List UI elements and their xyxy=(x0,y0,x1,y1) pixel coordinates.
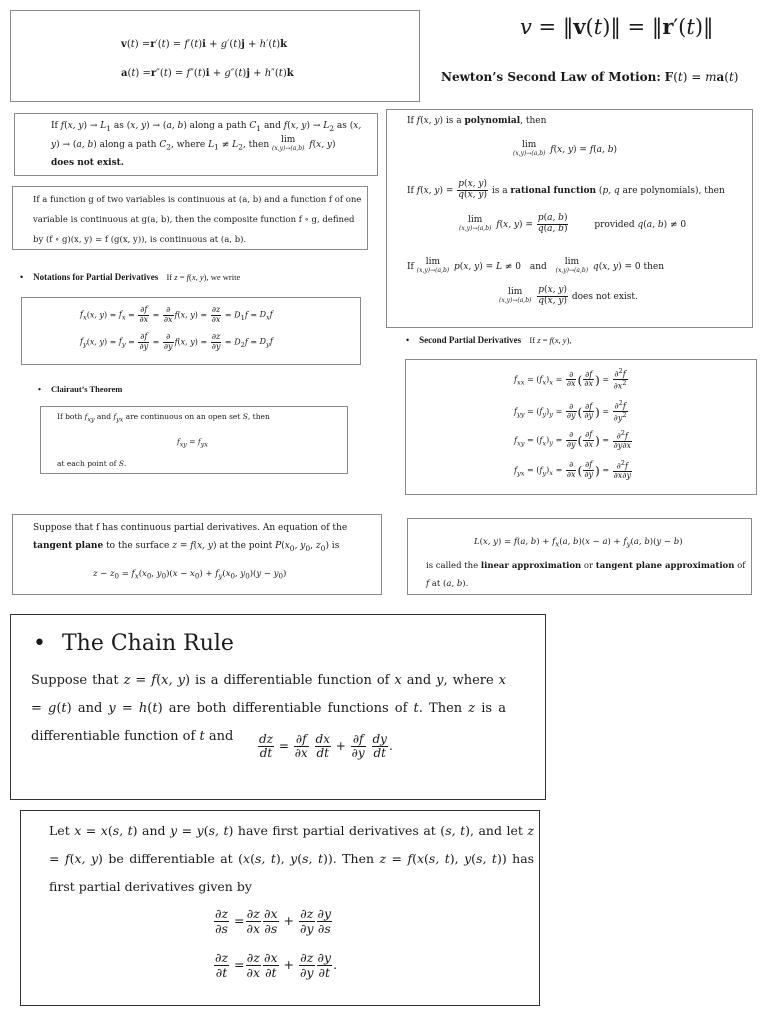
clairaut-line2: $f_{xy} = f_{yx}$ xyxy=(177,437,208,449)
limit-does-not-exist: lim (x,y)→(a,b) $\frac{p(x, y)}{q(x, y)}$ does not exist. xyxy=(499,285,638,306)
clairaut-heading: • Clairaut’s Theorem xyxy=(38,384,123,394)
limit-zero-denominator: If lim (x,y)→(a,b) p(x, y) = L ≠ 0 and lim (x,y)→(a,b) q(x, y) = 0 then xyxy=(407,257,664,274)
linear-approximation-box xyxy=(407,518,752,595)
chain-rule-box xyxy=(10,614,546,800)
newton-second-law: Newton’s Second Law of Motion: F(t) = ma(t) xyxy=(441,70,739,84)
tangent-plane-box xyxy=(12,514,382,595)
acceleration-formula: a(t) =r″(t) = f″(t)i + g″(t)j + h″(t)k xyxy=(121,68,294,79)
chain-rule-two-variable-paragraph: Let x = x(s, t) and y = y(s, t) have first partial derivatives at (s, t), and let z = f(x, y) be differentiable at (x(s, t), y(s, t)). Then z = f(x(s, t), y(s, t)) has first partial derivatives given by xyxy=(49,823,535,894)
tangent-plane-formula: $z - z_0 = f_x(x_0$, $y_0)(x - x_0) + f_y(x_0$, $y_0)(y - y_0)$ xyxy=(93,569,287,581)
second-partials-heading: • Second Partial Derivatives If z = f(x, y), xyxy=(406,335,572,345)
newton-label: Newton’s Second Law of Motion: xyxy=(441,70,661,84)
composite-continuity-box xyxy=(12,186,368,250)
rational-limit: lim (x,y)→(a,b) f(x, y) = $\frac{p(a, b)}{q(a, b)}$ provided q(a, b) ≠ 0 xyxy=(459,213,687,234)
partial-notation-box xyxy=(21,297,361,365)
composite-continuity-text: If a function g of two variables is continuous at (a, b) and a function f of one variable is continuous at g(a, b), then the composite function f ∘ g, defined by (f ∘ g)(x, y) = f (g(x, y)), is continuous at (a, b). xyxy=(33,195,362,245)
limit-paths-text: If f(x, $y) \to L_1$ as (x, y) → (a, b) along a path $C_1$ and f(x, $y) \to L_2$ as (x, y) → (a, b) along a path $C_2$, where $L_1 \ne L_2$, then lim (x,y)→(a,b) f(x, y) does not exist. xyxy=(51,121,362,168)
speed-formula: v = ‖v(t)‖ = ‖r′(t)‖ xyxy=(520,14,714,39)
polynomial-rational-box xyxy=(386,109,753,328)
linear-approximation-text: is called the linear approximation or tangent plane approximation of f at (a, b). xyxy=(426,561,746,589)
polynomial-limit: lim (x,y)→(a,b) f(x, y) = f(a, b) xyxy=(513,140,618,157)
chain-rule-paragraph: Suppose that z = f(x, y) is a differentiable function of x and y, where x = g(t) and y = h(t) are both differentiable functions of t. Then z is a differentiable function of t and xyxy=(31,673,506,744)
clairaut-line3: at each point of S. xyxy=(57,459,127,468)
limit-paths-conclusion: does not exist. xyxy=(51,157,124,168)
chain-rule-partial-s: $\frac{\partial z}{\partial s}$ = $\frac{\partial z}{\partial x}$ $\frac{\partial x}{\partial s}$ + $\frac{\partial z}{\partial y}$ $\frac{\partial y}{\partial s}$ xyxy=(215,906,332,936)
chain-rule-partial-t: $\frac{\partial z}{\partial t}$ = $\frac{\partial z}{\partial x}$ $\frac{\partial x}{\partial t}$ + $\frac{\partial z}{\partial y}$ $\frac{\partial y}{\partial t}$ . xyxy=(215,950,338,980)
second-partial-yx: $f_{yx} = (f_y)_x$ = ∂ ∂x ( $\frac{\partial f}{\partial y}$ ) = $\frac{\partial^2f}{\partial x\partial y}$ xyxy=(514,459,631,481)
clairaut-box xyxy=(40,406,348,474)
notation-row-y: $f_y(x$, $y) = f_y$ = $\frac{\partial f}{\partial y}$ = ∂ ∂y f(x, y) = $\frac{\partial z}{\partial y}$ = $D_2f = D_yf$ xyxy=(80,332,273,351)
polynomial-intro: If f(x, y) is a polynomial, then xyxy=(407,116,547,126)
notation-row-x: $f_x(x$, $y) = f_x$ = $\frac{\partial f}{\partial x}$ = ∂ ∂x f(x, y) = $\frac{\partial z}{\partial x}$ = $D_1f = D_xf$ xyxy=(80,305,273,324)
second-partial-xy: $f_{xy} = (f_x)_y$ = ∂ ∂y ( $\frac{\partial f}{\partial x}$ ) = $\frac{\partial^2f}{\partial y\partial x}$ xyxy=(514,429,631,451)
velocity-acceleration-box xyxy=(10,10,420,102)
second-partial-yy: $f_{yy} = (f_y)_y$ = ∂ ∂y ( $\frac{\partial f}{\partial y}$ ) = $\frac{\partial^2f}{\partial y^2}$ xyxy=(514,399,627,424)
tangent-plane-text: Suppose that f has continuous partial derivatives. An equation of the tangent plane to the surface z = f(x, y) at the point $P(x_0$, $y_0$, $z_0$) is xyxy=(33,523,348,553)
second-partial-xx: $f_{xx} = (f_x)_x$ = ∂ ∂x ( $\frac{\partial f}{\partial x}$ ) = $\frac{\partial^2f}{\partial x^2}$ xyxy=(514,367,627,392)
notations-intro: If z = f(x, y), we write xyxy=(166,272,241,282)
chain-rule-two-variable-box xyxy=(20,810,540,1006)
notations-heading: • Notations for Partial Derivatives If z = f(x, y), we write xyxy=(20,272,241,282)
rational-intro: If f(x, y) = $\frac{p(x, y)}{q(x, y)}$ is a rational function (p, q are polynomials), then xyxy=(407,179,725,200)
chain-rule-heading: • The Chain Rule xyxy=(33,631,234,656)
linear-approximation-formula: L(x, y) = f(a, $b) + f_x(a$, $b)(x - a) + f_y(a$, b)(y − b) xyxy=(474,537,683,549)
second-partials-box xyxy=(405,359,757,495)
second-partials-intro: If z = f(x, y), xyxy=(529,335,572,345)
clairaut-line1: If both $f_{xy}$ and $f_{yx}$ are continuous on an open set S, then xyxy=(57,412,270,424)
limit-paths-box xyxy=(14,113,378,176)
velocity-formula: v(t) =r′(t) = f′(t)i + g′(t)j + h′(t)k xyxy=(121,39,288,50)
chain-rule-formula: $\frac{dz}{dt}$ = $\frac{\partial f}{\partial x}$ $\frac{dx}{dt}$ + $\frac{\partial f}{\partial y}$ $\frac{dy}{dt}$ . xyxy=(259,732,393,761)
